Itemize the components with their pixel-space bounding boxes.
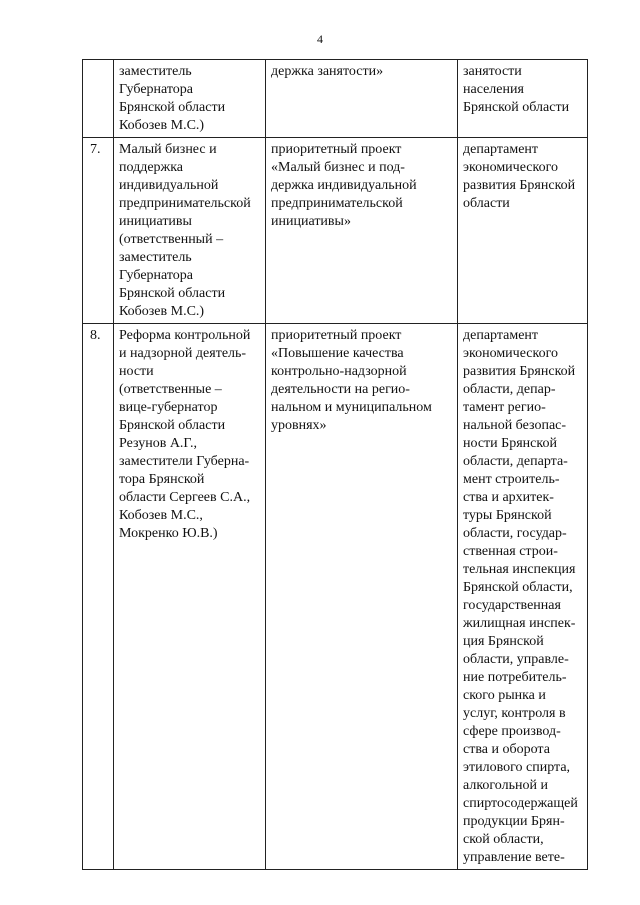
responsible-department-cell: занятости населения Брянской области — [458, 60, 588, 138]
program-table — [82, 59, 588, 870]
priority-project-cell: держка занятости» — [266, 60, 458, 138]
page-number: 4 — [317, 32, 323, 46]
responsible-department-cell: департамент экономического развития Брянской области, депар- тамент регио- нальной безопас- ности Брянской области, департа- мент строитель- ства и архитек- туры Брянской области, государ- ственная строи- тельная инспекция Брянской области, государственная жилищная инспек- ция Брянской области, управле- ние потребитель- ского рынка и услуг, контроля в сфере производ- ства и оборота этилового спирта, алкогольной и спиртосодержащей продукции Брян- ской области, управление вете- — [458, 324, 588, 870]
table-row — [83, 60, 588, 138]
project-name-cell: Малый бизнес и поддержка индивидуальной предпринимательской инициативы (ответственный – заместитель Губернатора Брянской области Кобозев М.С.) — [114, 138, 266, 324]
project-name-cell: заместитель Губернатора Брянской области Кобозев М.С.) — [114, 60, 266, 138]
row-number: 8. — [83, 324, 114, 870]
table-row — [83, 138, 588, 324]
row-number: 7. — [83, 138, 114, 324]
table-row — [83, 324, 588, 870]
row-number — [83, 60, 114, 138]
priority-project-cell: приоритетный проект «Малый бизнес и под- держка индивидуальной предпринимательской инициативы» — [266, 138, 458, 324]
priority-project-cell: приоритетный проект «Повышение качества контрольно-надзорной деятельности на регио- нальном и муниципальном уровнях» — [266, 324, 458, 870]
responsible-department-cell: департамент экономического развития Брянской области — [458, 138, 588, 324]
project-name-cell: Реформа контрольной и надзорной деятель- ности (ответственные – вице-губернатор Брянской области Резунов А.Г., заместители Губерна- тора Брянской области Сергеев С.А., Кобозев М.С., Мокренко Ю.В.) — [114, 324, 266, 870]
